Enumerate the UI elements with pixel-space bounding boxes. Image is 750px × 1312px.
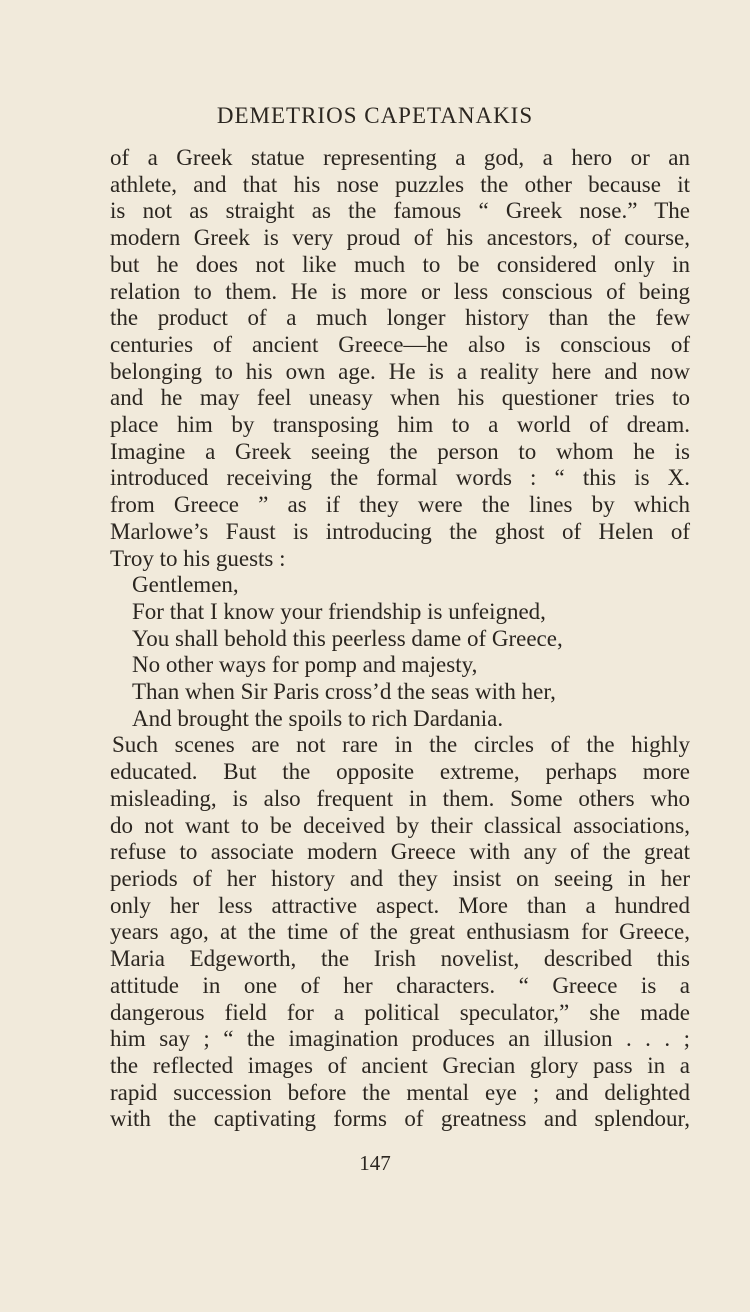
verse-line: And brought the spoils to rich Dardania.	[132, 705, 504, 731]
page-number: 147	[359, 1151, 391, 1175]
text-line: refuse to associate modern Greece with any of the great	[110, 839, 690, 865]
verse-line: Gentlemen,	[132, 572, 239, 598]
text-line: centuries of ancient Greece—he also is conscious of	[110, 331, 690, 357]
text-line: Imagine a Greek seeing the person to whom he is	[110, 438, 690, 464]
verse-quotation	[110, 572, 690, 732]
text-line: him say ; “ the imagination produces an illusion . . . ;	[110, 1026, 690, 1052]
text-line: years ago, at the time of the great enthusiasm for Greece,	[110, 919, 690, 945]
text-line: Such scenes are not rare in the circles of the highly	[112, 732, 690, 758]
text-line: and he may feel uneasy when his questioner tries to	[110, 385, 690, 411]
verse-line: Than when Sir Paris cross’d the seas with her,	[132, 679, 556, 705]
text-line: relation to them. He is more or less conscious of being	[110, 278, 690, 304]
text-line: educated. But the opposite extreme, perhaps more	[110, 759, 690, 785]
text-line: periods of her history and they insist on seeing in her	[110, 865, 690, 891]
text-line: Marlowe’s Faust is introducing the ghost of Helen of	[110, 518, 690, 544]
text-line: the product of a much longer history than the few	[110, 305, 690, 331]
text-line: only her less attractive aspect. More than a hundred	[110, 892, 690, 918]
text-line: do not want to be deceived by their classical associations,	[110, 812, 690, 838]
body-text	[110, 145, 690, 1133]
text-line: belonging to his own age. He is a reality here and now	[110, 358, 690, 384]
paragraph-2	[110, 732, 690, 1133]
verse-line: No other ways for pomp and majesty,	[132, 652, 478, 678]
text-line: athlete, and that his nose puzzles the other because it	[110, 171, 690, 197]
text-line: modern Greek is very proud of his ancestors, of course,	[110, 225, 690, 251]
verse-line: For that I know your friendship is unfeigned,	[132, 598, 546, 624]
text-line: of a Greek statue representing a god, a hero or an	[110, 145, 690, 170]
text-line: the reflected images of ancient Grecian glory pass in a	[110, 1052, 690, 1078]
text-line: but he does not like much to be considered only in	[110, 251, 690, 277]
text-line: place him by transposing him to a world of dream.	[110, 412, 690, 438]
paragraph-1	[110, 145, 690, 572]
text-line: is not as straight as the famous “ Greek nose.” The	[110, 198, 690, 224]
text-line: introduced receiving the formal words : “ this is X.	[110, 465, 690, 491]
text-line: Maria Edgeworth, the Irish novelist, described this	[110, 946, 690, 972]
text-line: attitude in one of her characters. “ Greece is a	[110, 972, 690, 998]
verse-line: You shall behold this peerless dame of Greece,	[132, 625, 563, 651]
text-line: with the captivating forms of greatness and splendour,	[110, 1106, 690, 1132]
text-line: misleading, is also frequent in them. Some others who	[110, 785, 690, 811]
text-line: dangerous field for a political speculator,” she made	[110, 999, 690, 1025]
running-header: DEMETRIOS CAPETANAKIS	[216, 103, 534, 128]
text-line: Troy to his guests :	[110, 545, 286, 571]
text-line: from Greece ” as if they were the lines by which	[110, 492, 690, 518]
text-line: rapid succession before the mental eye ; and delighted	[110, 1079, 690, 1105]
